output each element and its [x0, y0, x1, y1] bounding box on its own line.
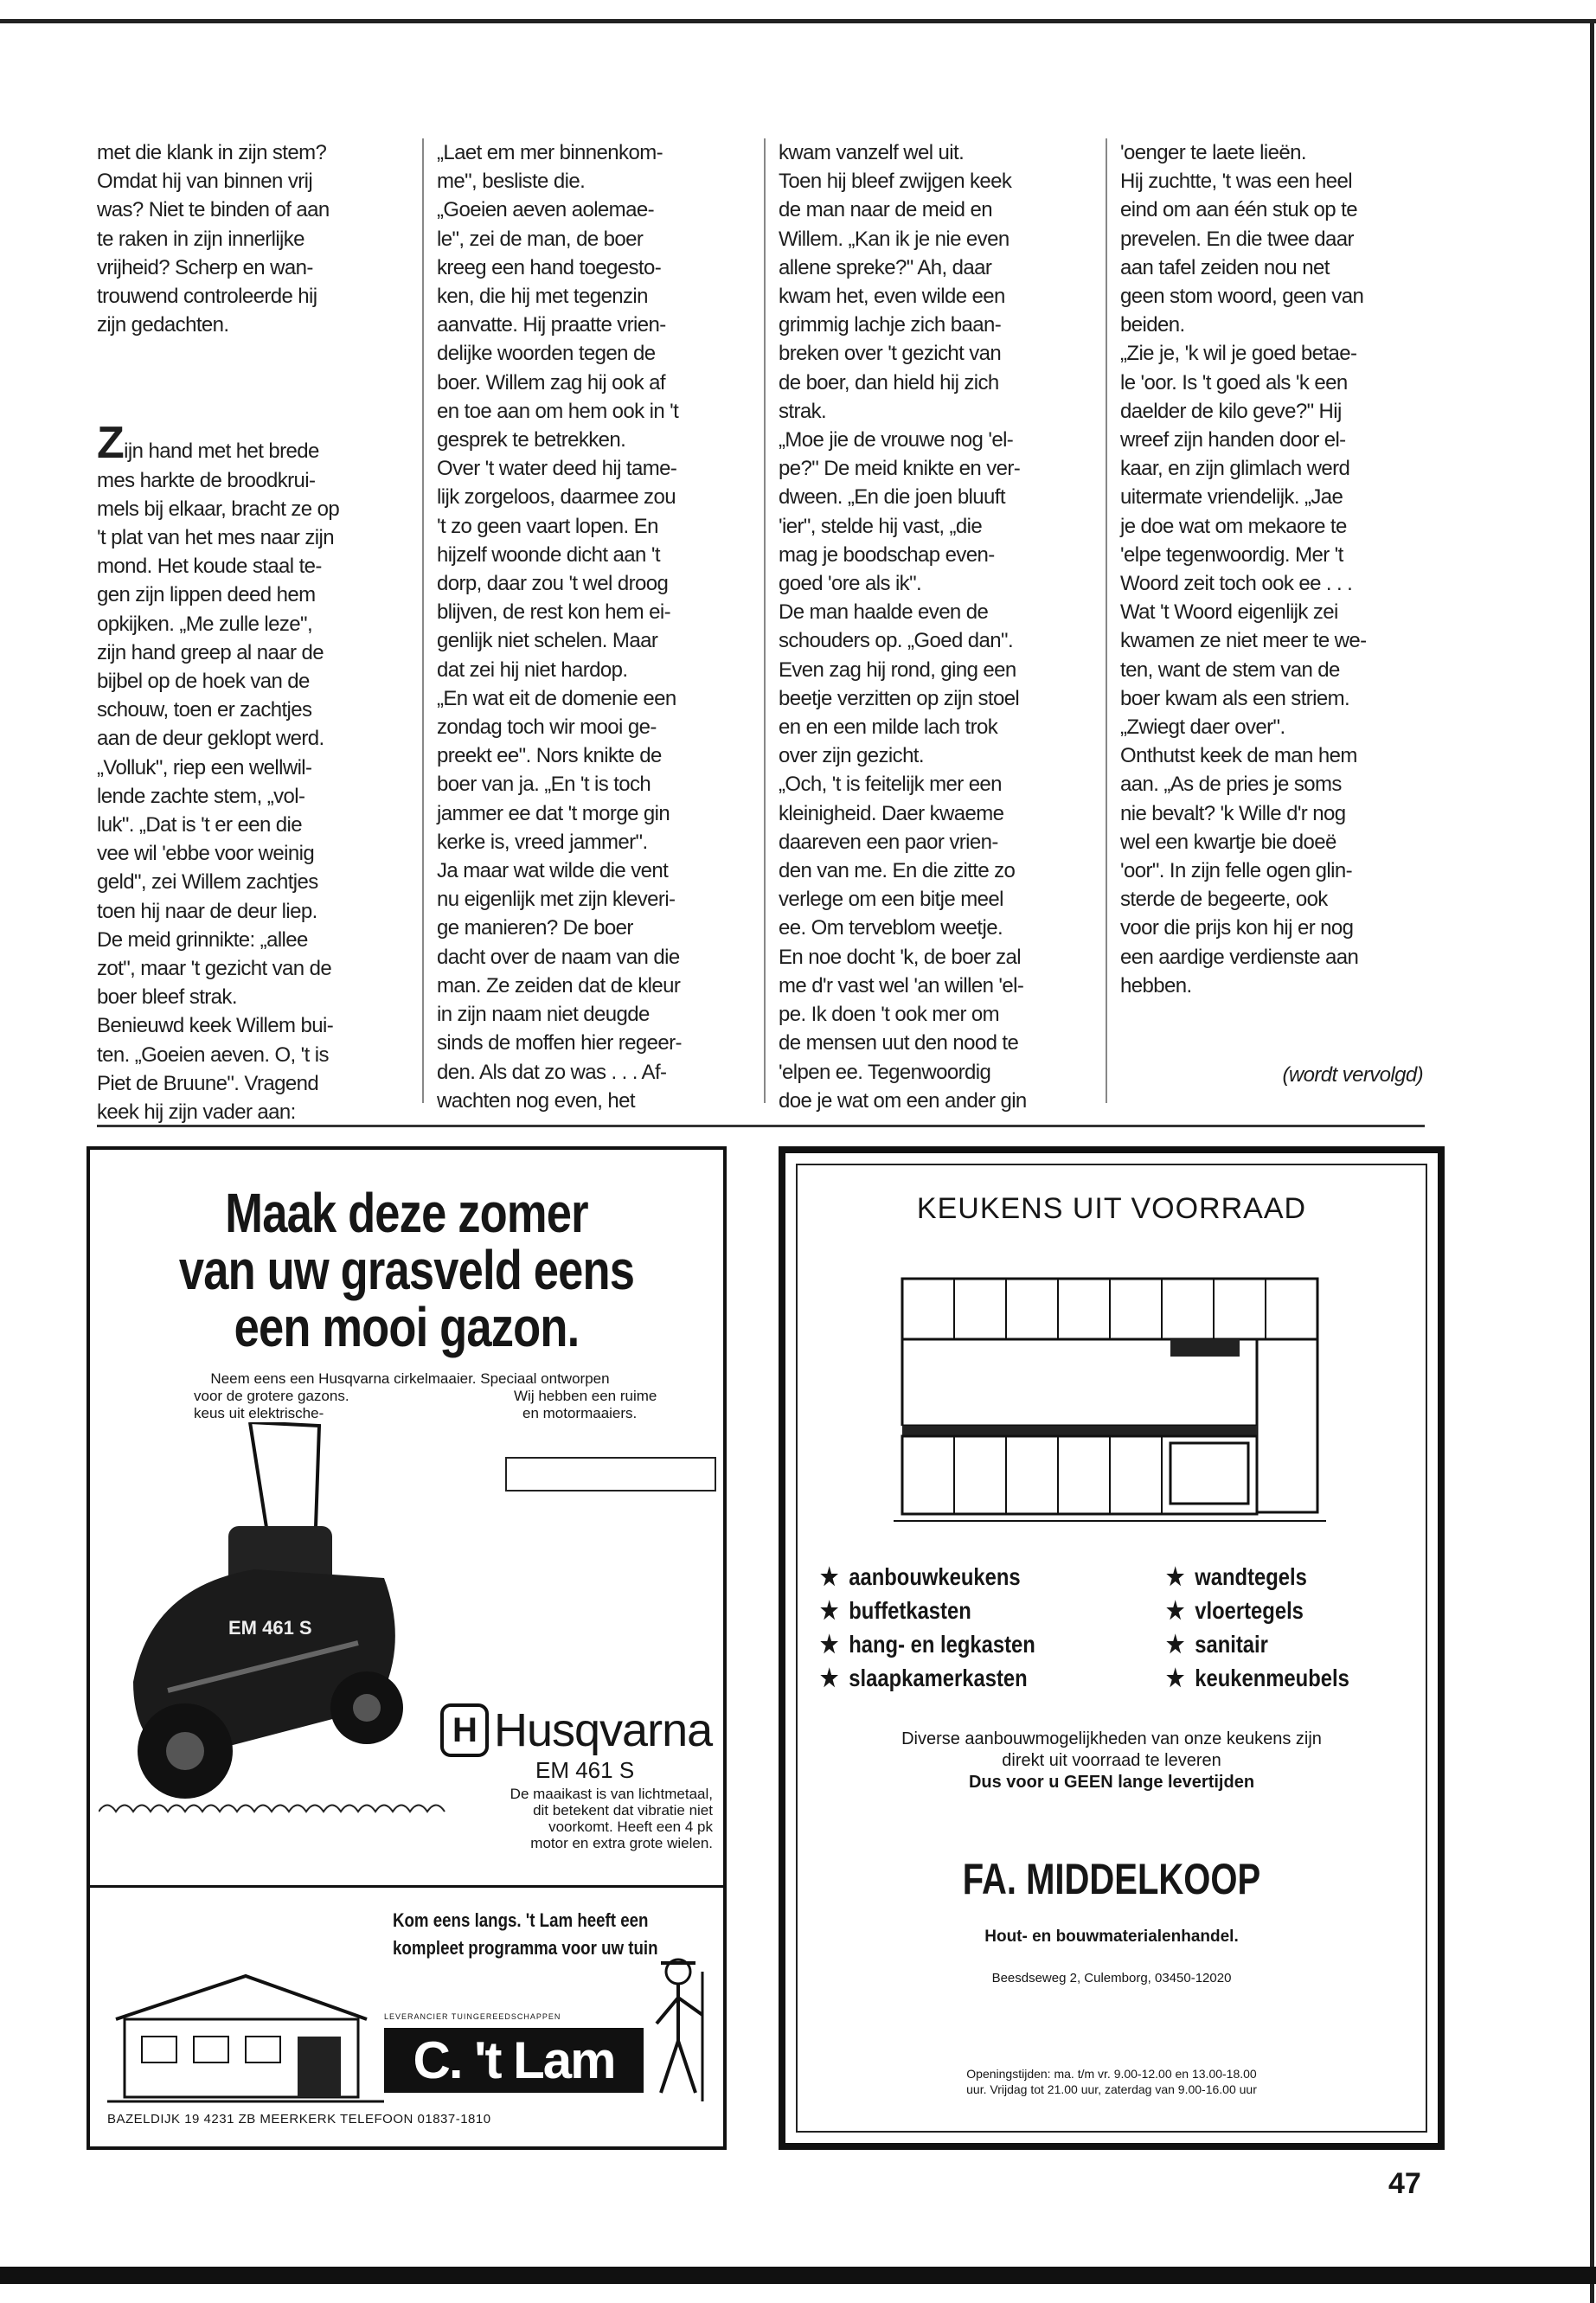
text-line: Onthutst keek de man hem [1120, 744, 1357, 768]
product-model: EM 461 S [535, 1757, 635, 1783]
text-line: pe?" De meid knikte en ver- [779, 457, 1021, 481]
text-line: 'ier", stelde hij vast, „die [779, 514, 983, 538]
bottom-border-rule [0, 2267, 1596, 2284]
hours-line: uur. Vrijdag tot 21.00 uur, zaterdag van 9.00-16.00 uur [966, 2082, 1257, 2096]
list-item [820, 1661, 1035, 1695]
list-item-label: sanitair [1195, 1631, 1268, 1658]
text-line: Even zag hij rond, ging een [779, 658, 1016, 682]
text-line: met die klank in zijn stem? [97, 141, 327, 164]
text-line: wel een kwartje bie doeë [1120, 830, 1336, 854]
list-item-label: buffetkasten [849, 1597, 971, 1624]
list-item [820, 1560, 1035, 1594]
text-line: zondag toch wir mooi ge- [437, 715, 657, 740]
text-line: delijke woorden tegen de [437, 342, 656, 366]
text-line: ten. „Goeien aeven. O, 't is [97, 1042, 329, 1067]
product-list-right [1166, 1560, 1349, 1695]
tagline-line: Kom eens langs. 't Lam heeft een [393, 1909, 649, 1931]
text-line: Willem. „Kan ik je nie even [779, 227, 1010, 251]
text-line: was? Niet te binden of aan [97, 198, 330, 222]
description-line: direkt uit voorraad te leveren [1002, 1751, 1221, 1770]
text-line: de mensen uut den nood te [779, 1031, 1019, 1055]
text-line: Over 't water deed hij tame- [437, 457, 677, 481]
shop-building-illustration [107, 1967, 384, 2106]
text-line: en en een milde lach trok [779, 715, 998, 740]
star-icon: ★ [820, 1563, 839, 1590]
text-line: ten, want de stem van de [1120, 658, 1340, 682]
brand-name: Husqvarna [494, 1704, 713, 1756]
text-line: kreeg een hand toegesto- [437, 255, 662, 279]
story-column-4 [1120, 138, 1432, 1089]
list-item-label: hang- en legkasten [849, 1631, 1035, 1658]
text-line: uitermate vriendelijk. „Jae [1120, 485, 1343, 510]
text-line: hebben. [1120, 973, 1192, 998]
column-separator [422, 138, 424, 1103]
text-line: geld", zei Willem zachtjes [97, 870, 318, 895]
text-line: in zijn naam niet deugde [437, 1003, 650, 1027]
star-icon: ★ [1166, 1597, 1185, 1624]
text-line: 'oor". In zijn felle ogen glin- [1120, 859, 1352, 883]
intro-line: voor de grotere gazons. [194, 1388, 349, 1404]
product-description [393, 1786, 713, 1851]
text-line [97, 418, 387, 469]
text-line: sinds de moffen hier regeer- [437, 1031, 682, 1055]
text-line: „Moe jie de vrouwe nog 'el- [779, 428, 1014, 452]
text-line: strak. [779, 399, 827, 423]
text-line: dat zei hij niet hardop. [437, 658, 628, 682]
text-line: genlijk niet schelen. Maar [437, 629, 658, 653]
text-line: 't zo geen vaart lopen. En [437, 514, 658, 538]
text-line: allene spreke?" Ah, daar [779, 255, 992, 279]
text-line: de boer, dan hield hij zich [779, 370, 999, 395]
text-line: den. Als dat zo was . . . Af- [437, 1060, 667, 1084]
text-line: „Laet em mer binnenkom- [437, 141, 663, 164]
advert-headline [147, 1184, 666, 1356]
text-line: aan. „As de pries je soms [1120, 773, 1342, 797]
list-item [1166, 1627, 1349, 1661]
advert-title: KEUKENS UIT VOORRAAD [916, 1192, 1307, 1225]
text-line: mes harkte de broodkrui- [97, 468, 316, 492]
text-line: lende zachte stem, „vol- [97, 784, 305, 808]
text-line: geen stom woord, geen van [1120, 285, 1364, 309]
description-line: motor en extra grote wielen. [530, 1835, 713, 1851]
text-line: Benieuwd keek Willem bui- [97, 1014, 334, 1038]
text-line: vrijheid? Scherp en wan- [97, 255, 313, 279]
text-line: kwam het, even wilde een [779, 285, 1005, 309]
text-line: „Goeien aeven aolemae- [437, 198, 654, 222]
list-item [820, 1627, 1035, 1661]
text-line: gesprek te betrekken. [437, 428, 626, 452]
text-line: pe. Ik doen 't ook mer om [779, 1003, 1000, 1027]
list-item-label: slaapkamerkasten [849, 1665, 1028, 1691]
text-line: doe je wat om een ander gin [779, 1088, 1027, 1113]
text-line: aan tafel zeiden nou net [1120, 255, 1330, 279]
text-line: zijn hand greep al naar de [97, 640, 324, 664]
tagline-line: kompleet programma voor uw tuin [393, 1937, 658, 1959]
to-be-continued-note: (wordt vervolgd) [1282, 1063, 1423, 1087]
dealer-tagline [393, 1907, 658, 1962]
text-line: beiden. [1120, 313, 1185, 337]
column-separator [764, 138, 766, 1103]
text-line: mond. Het koude staal te- [97, 555, 322, 579]
text-line: aanvatte. Hij praatte vrien- [437, 313, 666, 337]
company-address: Beesdseweg 2, Culemborg, 03450-12020 [991, 1971, 1232, 1985]
text-line: mag je boodschap even- [779, 542, 995, 567]
text-line: man. Ze zeiden dat de kleur [437, 973, 681, 998]
advert-divider [90, 1885, 723, 1888]
text-line: gen zijn lippen deed hem [97, 583, 316, 607]
text-line: le", zei de man, de boer [437, 227, 644, 251]
text-line: boer van ja. „En 't is toch [437, 773, 651, 797]
text-line: Wat 't Woord eigenlijk zei [1120, 600, 1338, 625]
text-line: wreef zijn handen door el- [1120, 428, 1346, 452]
drop-cap: Z [97, 418, 125, 469]
star-icon: ★ [820, 1597, 839, 1624]
text-line: eind om aan één stuk op te [1120, 198, 1357, 222]
dealer-logo: C. 't Lam [384, 2028, 644, 2093]
text-line: kleinigheid. Daer kwaeme [779, 801, 1004, 825]
text-line: dacht over de naam van die [437, 945, 680, 969]
star-icon: ★ [1166, 1563, 1185, 1590]
list-item [1166, 1661, 1349, 1695]
intro-line: en motormaaiers. [522, 1405, 638, 1421]
text-line: zijn gedachten. [97, 313, 229, 337]
list-item-label: wandtegels [1195, 1563, 1307, 1590]
story-column-3 [779, 138, 1086, 1115]
text-line: voor die prijs kon hij er nog [1120, 916, 1354, 940]
text-line: den van me. En die zitte zo [779, 859, 1016, 883]
text-line: Omdat hij van binnen vrij [97, 170, 313, 194]
text-line: Piet de Bruune". Vragend [97, 1071, 319, 1095]
description-emphasis: Dus voor u GEEN lange levertijden [968, 1773, 1255, 1792]
text-line: hijzelf woonde dicht aan 't [437, 542, 660, 567]
text-line: boer bleef strak. [97, 985, 237, 1010]
description-line: dit betekent dat vibratie niet [533, 1802, 713, 1819]
description-line: Diverse aanbouwmogelijkheden van onze keukens zijn [901, 1729, 1322, 1748]
list-item-label: aanbouwkeukens [849, 1563, 1021, 1590]
text-line: prevelen. En die twee daar [1120, 227, 1354, 251]
text-line: nie bevalt? 'k Wille d'r nog [1120, 801, 1346, 825]
text-line: ee. Om terveblom weetje. [779, 916, 1003, 940]
text-line: wachten nog even, het [437, 1088, 635, 1113]
text-line: le 'oor. Is 't goed als 'k een [1120, 370, 1348, 395]
text-line: beetje verzitten op zijn stoel [779, 686, 1020, 710]
text-line: kwamen ze niet meer te we- [1120, 629, 1367, 653]
text-line: over zijn gezicht. [779, 744, 924, 768]
text-line: keek hij zijn vader aan: [97, 1100, 296, 1125]
empty-label-box [505, 1457, 716, 1491]
story-ad-divider [97, 1125, 1425, 1127]
list-item [1166, 1594, 1349, 1627]
text-line: dorp, daar zou 't wel droog [437, 572, 669, 596]
text-line: Toen hij bleef zwijgen keek [779, 170, 1012, 194]
star-icon: ★ [1166, 1631, 1185, 1658]
text-line: een aardige verdienste aan [1120, 945, 1359, 969]
text-line: preekt ee". Nors knikte de [437, 744, 662, 768]
dealer-address: BAZELDIJK 19 4231 ZB MEERKERK TELEFOON 01837-1810 [107, 2112, 491, 2127]
list-item-label: keukenmeubels [1195, 1665, 1349, 1691]
keukens-advert [779, 1146, 1445, 2150]
star-icon: ★ [820, 1631, 839, 1658]
text-line: luk". „Dat is 't er een die [97, 813, 303, 837]
headline-line: Maak deze zomer [225, 1182, 588, 1244]
text-line: Woord zeit toch ook ee . . . [1120, 572, 1353, 596]
text-line: en toe aan om hem ook in 't [437, 399, 679, 423]
star-icon: ★ [820, 1665, 839, 1691]
text-line: aan de deur geklopt werd. [97, 727, 324, 751]
text-line: 't plat van het mes naar zijn [97, 526, 334, 550]
text-line: Ja maar wat wilde die vent [437, 859, 669, 883]
text-line: zot", maar 't gezicht van de [97, 957, 332, 981]
story-column-2 [437, 138, 735, 1115]
text-line: me d'r vast wel 'an willen 'el- [779, 973, 1024, 998]
text-line: 'elpen ee. Tegenwoordig [779, 1060, 991, 1084]
column-separator [1106, 138, 1107, 1103]
text-line: jammer ee dat 't morge gin [437, 801, 670, 825]
intro-line: Neem eens een Husqvarna cirkelmaaier. Speciaal ontworpen [210, 1370, 610, 1387]
advert-description [785, 1729, 1438, 1793]
company-subtitle: Hout- en bouwmaterialenhandel. [984, 1928, 1239, 1946]
text-line: goed 'ore als ik". [779, 572, 922, 596]
text-line: „En wat eit de domenie een [437, 686, 676, 710]
text-line: En noe docht 'k, de boer zal [779, 945, 1021, 969]
story-column-1 [97, 138, 387, 1126]
text-line: schouw, toen er zachtjes [97, 698, 312, 722]
star-icon: ★ [1166, 1665, 1185, 1691]
advert-intro [107, 1370, 713, 1422]
text-line: kerke is, vreed jammer". [437, 830, 648, 854]
text-line: kwam vanzelf wel uit. [779, 141, 965, 164]
text-line: dween. „En die joen bluuft [779, 485, 1005, 510]
text-line: mels bij elkaar, bracht ze op [97, 497, 340, 521]
text-line: grimmig lachje zich baan- [779, 313, 1002, 337]
text-line: lijk zorgeloos, daarmee zou [437, 485, 676, 510]
kitchen-illustration [894, 1270, 1326, 1530]
description-line: voorkomt. Heeft een 4 pk [548, 1819, 713, 1835]
headline-line: van uw grasveld eens [178, 1239, 635, 1301]
text-line: verlege om een bitje meel [779, 888, 1003, 912]
text-line: nu eigenlijk met zijn kleveri- [437, 888, 676, 912]
text-line: daelder de kilo geve?" Hij [1120, 399, 1342, 423]
list-item-label: vloertegels [1195, 1597, 1304, 1624]
husqvarna-advert [87, 1146, 727, 2150]
text-line: bijbel op de hoek van de [97, 670, 310, 694]
text-line: sterde de begeerte, ook [1120, 888, 1328, 912]
text-line: blijven, de rest kon hem ei- [437, 600, 671, 625]
text-line: toen hij naar de deur liep. [97, 899, 317, 923]
text-line: boer. Willem zag hij ook af [437, 370, 665, 395]
list-item [820, 1594, 1035, 1627]
text-line: „Zie je, 'k wil je goed betae- [1120, 342, 1357, 366]
text-line: 'oenger te laete lieën. [1120, 141, 1306, 164]
opening-hours [785, 2066, 1438, 2097]
description-line: De maaikast is van lichtmetaal, [510, 1786, 713, 1802]
text-line: 'elpe tegenwoordig. Mer 't [1120, 542, 1343, 567]
list-item [1166, 1560, 1349, 1594]
text-line: me", besliste die. [437, 170, 586, 194]
gardener-figure-illustration [644, 1954, 713, 2110]
husqvarna-logo [440, 1703, 712, 1757]
mower-model-label: EM 461 S [228, 1617, 312, 1639]
text-line: „Och, 't is feitelijk mer een [779, 773, 1002, 797]
text-line: trouwend controleerde hij [97, 285, 317, 309]
text-line: De man haalde even de [779, 600, 989, 625]
text-line: „Zwiegt daer over". [1120, 715, 1285, 740]
text-line: daareven een paor vrien- [779, 830, 998, 854]
right-border-rule [1590, 19, 1594, 2303]
husqvarna-crown-icon: H [440, 1703, 489, 1757]
text-line: „Volluk", riep een wellwil- [97, 755, 312, 779]
text-line: de man naar de meid en [779, 198, 992, 222]
intro-line: keus uit elektrische- [194, 1405, 324, 1421]
first-line-rest: ijn hand met het brede [124, 439, 319, 464]
text-line: ge manieren? De boer [437, 916, 633, 940]
text-line: breken over 't gezicht van [779, 342, 1002, 366]
top-border-rule [0, 19, 1596, 23]
text-line: je doe wat om mekaore te [1120, 514, 1347, 538]
text-line: vee wil 'ebbe voor weinig [97, 842, 315, 866]
text-line: te raken in zijn innerlijke [97, 227, 304, 251]
intro-line: Wij hebben een ruime [514, 1388, 657, 1404]
text-line: boer kwam als een striem. [1120, 686, 1350, 710]
page-number: 47 [1388, 2167, 1421, 2200]
text-line: schouders op. „Goed dan". [779, 629, 1014, 653]
headline-line: een mooi gazon. [234, 1296, 580, 1358]
text-line: Hij zuchtte, 't was een heel [1120, 170, 1352, 194]
dealer-banner-text: LEVERANCIER TUINGEREEDSCHAPPEN [384, 2012, 561, 2021]
text-line: opkijken. „Me zulle leze", [97, 612, 313, 636]
text-line: ken, die hij met tegenzin [437, 285, 648, 309]
product-list-left [820, 1560, 1035, 1695]
company-name: FA. MIDDELKOOP [962, 1855, 1261, 1903]
hours-line: Openingstijden: ma. t/m vr. 9.00-12.00 en 13.00-18.00 [966, 2067, 1257, 2081]
text-line: kaar, en zijn glimlach werd [1120, 457, 1350, 481]
text-line: De meid grinnikte: „allee [97, 927, 308, 952]
